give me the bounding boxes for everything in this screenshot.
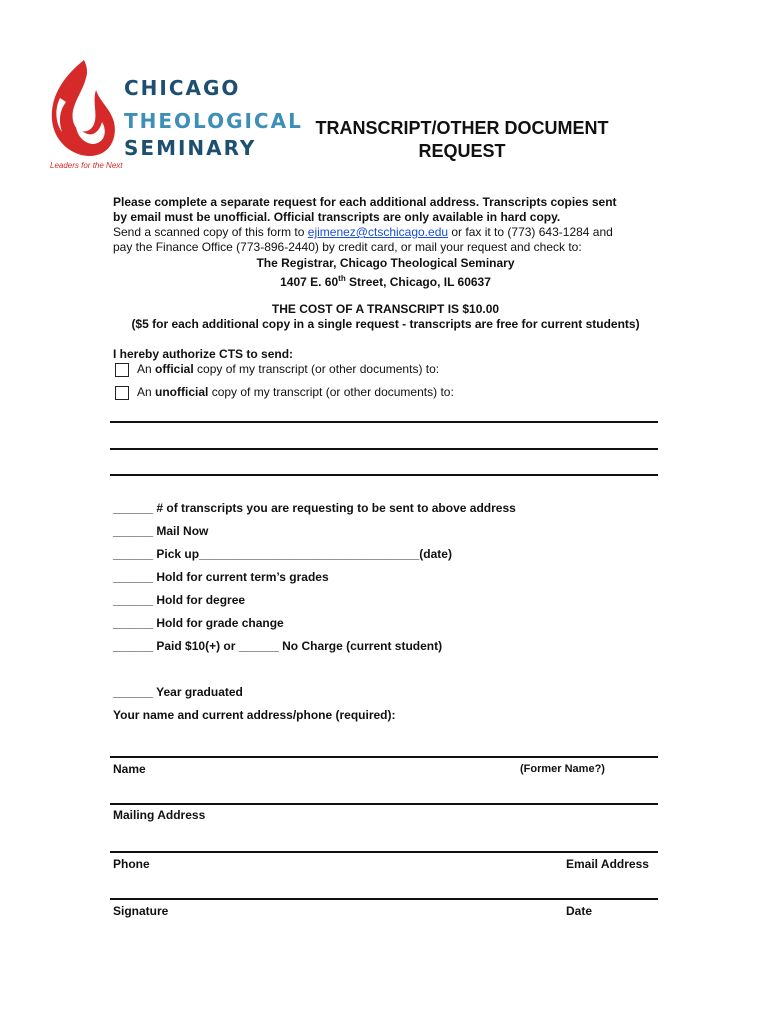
address-line-2: 1407 E. 60th Street, Chicago, IL 60637 — [280, 274, 491, 289]
hold-term-grades-option: ______ Hold for current term’s grades — [113, 570, 329, 584]
contact-heading: Your name and current address/phone (required): — [113, 708, 396, 722]
transcript-count-option: ______ # of transcripts you are requesting to be sent to above address — [113, 501, 516, 515]
intro-line-4: pay the Finance Office (773-896-2440) by credit card, or mail your request and check to: — [113, 240, 582, 254]
logo-line-theological: THEOLOGICAL — [124, 109, 303, 133]
year-graduated-option: ______ Year graduated — [113, 685, 243, 699]
address-line-rule-3[interactable] — [110, 474, 658, 476]
phone-label: Phone — [113, 857, 150, 871]
official-copy-checkbox[interactable] — [115, 363, 129, 377]
email-address-label: Email Address — [566, 857, 649, 871]
date-label: Date — [566, 904, 593, 918]
mailing-address-label: Mailing Address — [113, 808, 206, 822]
hold-grade-change-option: ______ Hold for grade change — [113, 616, 284, 630]
address-line-1: The Registrar, Chicago Theological Seminary — [256, 256, 515, 270]
former-name-label: (Former Name?) — [520, 763, 605, 775]
address-line-rule-1[interactable] — [110, 421, 658, 423]
payment-option: ______ Paid $10(+) or ______ No Charge (current student) — [113, 639, 443, 653]
name-label: Name — [113, 762, 146, 776]
unofficial-copy-label: An unofficial copy of my transcript (or other documents) to: — [137, 385, 454, 399]
flame-logo-icon — [46, 58, 118, 160]
hold-degree-option: ______ Hold for degree — [113, 593, 246, 607]
intro-bold-line-2: by email must be unofficial. Official transcripts are only available in hard copy. — [113, 210, 561, 224]
signature-field-line[interactable] — [110, 898, 658, 900]
mail-now-option: ______ Mail Now — [113, 524, 209, 538]
address-line-rule-2[interactable] — [110, 448, 658, 450]
intro-bold-line-1: Please complete a separate request for each additional address. Transcripts copies sent — [113, 195, 617, 209]
phone-field-line[interactable] — [110, 851, 658, 853]
authorize-heading: I hereby authorize CTS to send: — [113, 347, 294, 361]
logo-line-chicago: CHICAGO — [124, 76, 241, 100]
signature-label: Signature — [113, 904, 169, 918]
mailing-address-field-line[interactable] — [110, 803, 658, 805]
logo-tagline: Leaders for the Next — [50, 161, 123, 170]
official-copy-label: An official copy of my transcript (or other documents) to: — [137, 362, 440, 376]
name-field-line[interactable] — [110, 756, 658, 758]
unofficial-copy-checkbox[interactable] — [115, 386, 129, 400]
email-link[interactable]: ejimenez@ctschicago.edu — [307, 225, 449, 239]
logo-line-seminary: SEMINARY — [124, 136, 257, 160]
cost-line-1: THE COST OF A TRANSCRIPT IS $10.00 — [271, 302, 500, 316]
title-line-2: REQUEST — [418, 141, 506, 161]
cost-line-2: ($5 for each additional copy in a single request - transcripts are free for current students) — [131, 317, 640, 331]
title-line-1: TRANSCRIPT/OTHER DOCUMENT — [315, 118, 609, 138]
intro-line-3: Send a scanned copy of this form to ejimenez@ctschicago.edu or fax it to (773) 643-1284 and — [113, 225, 613, 239]
pick-up-option: ______ Pick up_________________________________(date) — [113, 547, 452, 561]
page-title — [300, 117, 624, 163]
